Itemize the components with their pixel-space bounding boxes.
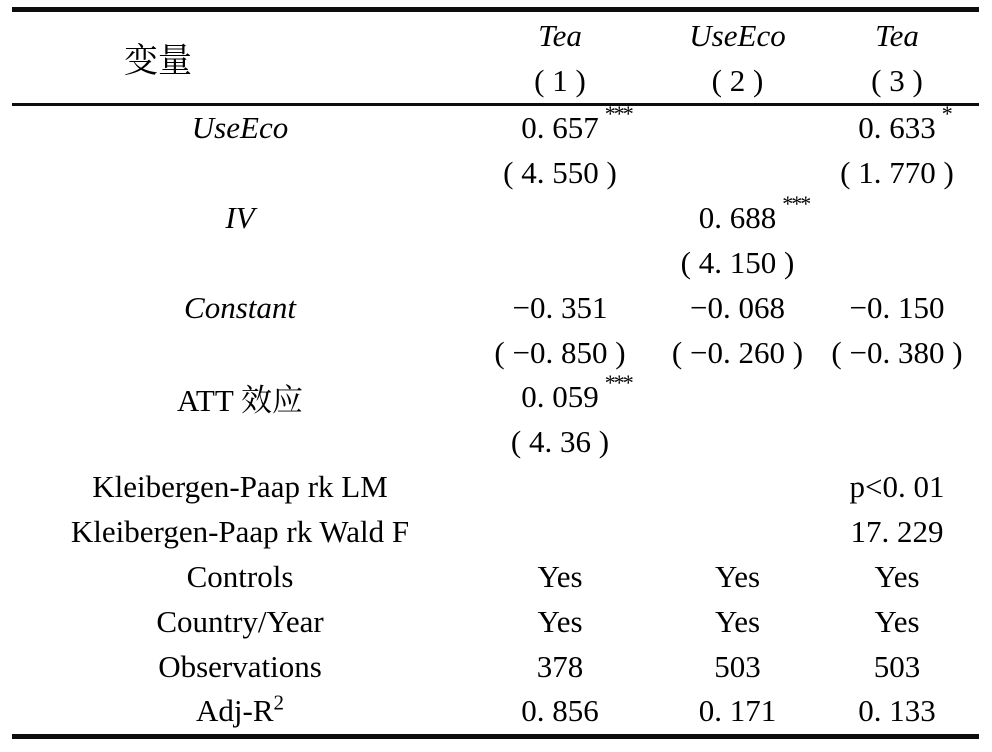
column-header-1 <box>460 12 660 103</box>
table-row <box>12 370 979 420</box>
value-cell <box>460 693 660 729</box>
column-1-name: Tea <box>538 17 582 53</box>
cell-value: ( −0. 380 ) <box>831 334 963 370</box>
value-cell <box>815 604 979 640</box>
cell-value: 378 <box>536 648 584 684</box>
value-cell <box>660 693 815 729</box>
significance-stars: * <box>941 101 951 127</box>
cell-value: 0. 171 <box>698 693 777 729</box>
table-row <box>12 330 979 375</box>
regression-results-table <box>12 7 979 739</box>
table-row <box>12 554 979 599</box>
row-label: Controls <box>186 558 294 594</box>
row-label: UseEco <box>191 110 289 146</box>
cell-value: Yes <box>537 603 583 639</box>
column-2-number: ( 2 ) <box>711 62 764 98</box>
table-row <box>12 241 979 286</box>
value-cell <box>660 604 815 640</box>
value-cell <box>815 469 979 505</box>
table-row <box>12 599 979 644</box>
cell-value: ( 4. 550 ) <box>503 155 617 191</box>
row-label: Kleibergen-Paap rk Wald F <box>70 514 410 550</box>
cell-value: ( 4. 36 ) <box>510 424 610 460</box>
cell-value: Yes <box>874 603 920 639</box>
column-header-3 <box>815 12 979 103</box>
column-3-name: Tea <box>875 17 919 53</box>
value-cell <box>815 559 979 595</box>
value-cell <box>815 514 979 550</box>
cell-value: 0. 856 <box>521 693 599 729</box>
value-cell <box>660 245 815 281</box>
column-header-2 <box>660 12 815 103</box>
row-label: ATT 效应 <box>176 382 303 418</box>
row-label: IV <box>225 200 255 236</box>
value-cell <box>460 290 660 326</box>
row-label: Country/Year <box>156 603 324 639</box>
value-cell <box>460 101 660 146</box>
table-row <box>12 151 979 196</box>
cell-value: Yes <box>714 603 761 639</box>
cell-value: 0. 133 <box>858 693 936 729</box>
cell-value: 503 <box>873 648 921 684</box>
cell-value: ( −0. 850 ) <box>494 334 626 370</box>
table-row <box>12 420 979 465</box>
column-2-name: UseEco <box>689 17 786 53</box>
column-3-number: ( 3 ) <box>871 62 923 98</box>
table-row <box>12 285 979 330</box>
cell-value: −0. 150 <box>849 289 945 325</box>
significance-stars: *** <box>604 370 632 396</box>
value-cell <box>815 335 979 371</box>
cell-value: −0. 068 <box>690 289 785 325</box>
table-row <box>12 190 979 241</box>
table-body <box>12 101 979 734</box>
table-row <box>12 644 979 689</box>
value-cell <box>815 649 979 685</box>
value-cell <box>660 190 815 236</box>
value-cell <box>460 604 660 640</box>
value-cell <box>660 290 815 326</box>
table-row <box>12 465 979 510</box>
table-header-row <box>12 12 979 103</box>
bottom-rule <box>12 734 979 739</box>
table-row <box>12 101 979 151</box>
value-cell <box>815 693 979 729</box>
value-cell <box>460 559 660 595</box>
value-cell <box>460 155 660 191</box>
cell-value: Yes <box>537 558 583 594</box>
value-cell <box>815 155 979 191</box>
value-cell <box>460 649 660 685</box>
cell-value: ( −0. 260 ) <box>671 334 804 370</box>
cell-value: 0. 657 *** <box>521 101 632 146</box>
value-cell <box>460 335 660 371</box>
row-label-superscript: 2 <box>273 691 284 716</box>
value-cell <box>460 424 660 460</box>
row-label: Adj-$R^2$ <box>196 691 284 729</box>
cell-value: 17. 229 <box>850 514 944 550</box>
cell-value: 0. 633 * <box>858 101 951 146</box>
value-cell <box>660 559 815 595</box>
value-cell <box>660 335 815 371</box>
value-cell <box>660 649 815 685</box>
cell-value: Yes <box>874 558 920 594</box>
cell-value: ( 1. 770 ) <box>840 155 954 191</box>
cell-value: p<0. 01 <box>849 469 945 505</box>
row-label: Observations <box>158 648 322 684</box>
header-variable-label: 变量 <box>124 43 192 80</box>
column-1-number: ( 1 ) <box>534 62 586 98</box>
cell-value: 503 <box>714 648 761 684</box>
value-cell <box>460 370 660 415</box>
significance-stars: *** <box>604 101 632 127</box>
value-cell <box>815 101 979 146</box>
cell-value: Yes <box>714 558 761 594</box>
cell-value: 0. 688 *** <box>698 190 810 236</box>
table-row <box>12 689 979 734</box>
cell-value: ( 4. 150 ) <box>680 244 795 280</box>
significance-stars: *** <box>782 190 810 216</box>
cell-value: 0. 059 *** <box>521 370 632 415</box>
cell-value: −0. 351 <box>512 289 608 325</box>
row-label: Constant <box>184 289 296 325</box>
value-cell <box>815 290 979 326</box>
row-label: Kleibergen-Paap rk LM <box>92 469 388 505</box>
table-row <box>12 510 979 555</box>
